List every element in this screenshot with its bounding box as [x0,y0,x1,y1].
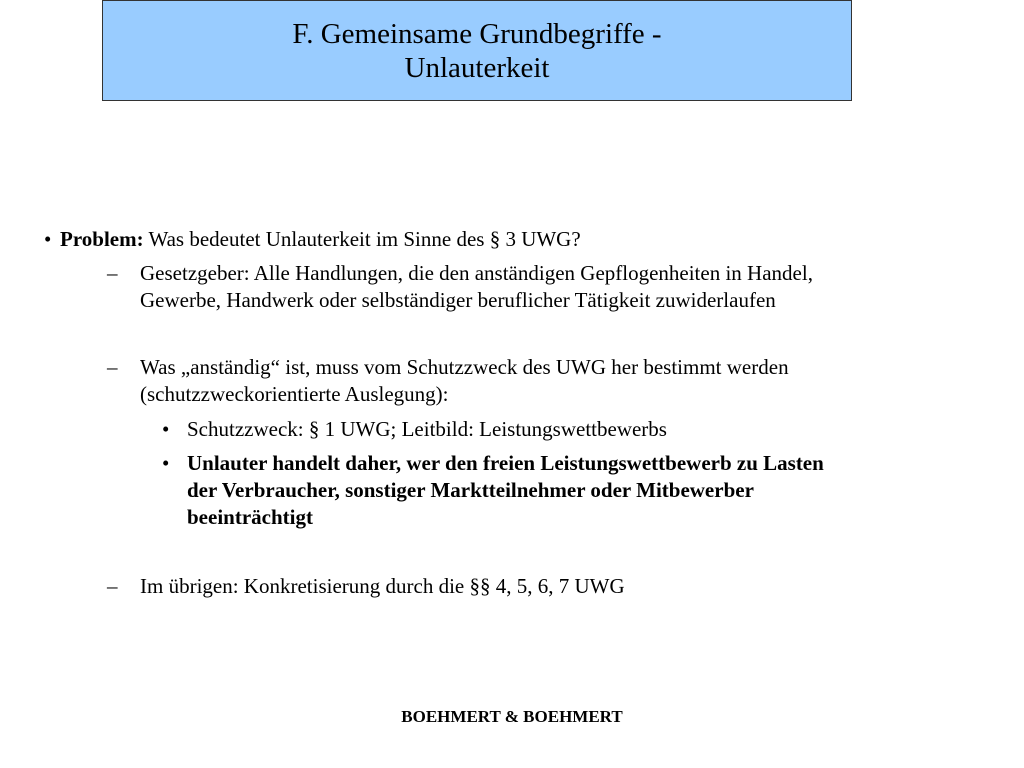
footer-company: BOEHMERT & BOEHMERT [401,707,623,726]
main-bullet-text: Was bedeutet Unlauterkeit im Sinne des § 3 UWG? [148,227,581,251]
sub2-line-1: Was „anständig“ ist, muss vom Schutzzweck des UWG her bestimmt werden [140,355,789,379]
main-bullet-marker: • [44,227,52,251]
sub3-line-1: Im übrigen: Konkretisierung durch die §§ 4, 5, 6, 7 UWG [140,574,625,598]
sub2-marker: – [107,355,118,379]
slide-title-line-2: Unlauterkeit [404,51,550,84]
sub2-item2-line-3: beeinträchtigt [187,505,313,529]
sub1-line-1: Gesetzgeber: Alle Handlungen, die den anständigen Gepflogenheiten in Handel, [140,261,813,285]
main-bullet-label: Problem: [60,227,144,251]
sub2-item2-line-2: der Verbraucher, sonstiger Marktteilnehmer oder Mitbewerber [187,478,754,502]
sub2-item1-marker: • [162,417,170,441]
sub1-marker: – [107,261,118,285]
sub2-line-2: (schutzzweckorientierte Auslegung): [140,382,449,406]
sub1-line-2: Gewerbe, Handwerk oder selbständiger beruflicher Tätigkeit zuwiderlaufen [140,288,776,312]
sub2-item1-line-1: Schutzzweck: § 1 UWG; Leitbild: Leistungswettbewerbs [187,417,667,441]
sub3-marker: – [107,574,118,598]
sub2-item2-marker: • [162,451,170,475]
main-bullet [60,226,581,253]
slide-title-line-1: F. Gemeinsame Grundbegriffe - [292,17,662,50]
sub2-item2-line-1: Unlauter handelt daher, wer den freien Leistungswettbewerb zu Lasten [187,451,824,475]
